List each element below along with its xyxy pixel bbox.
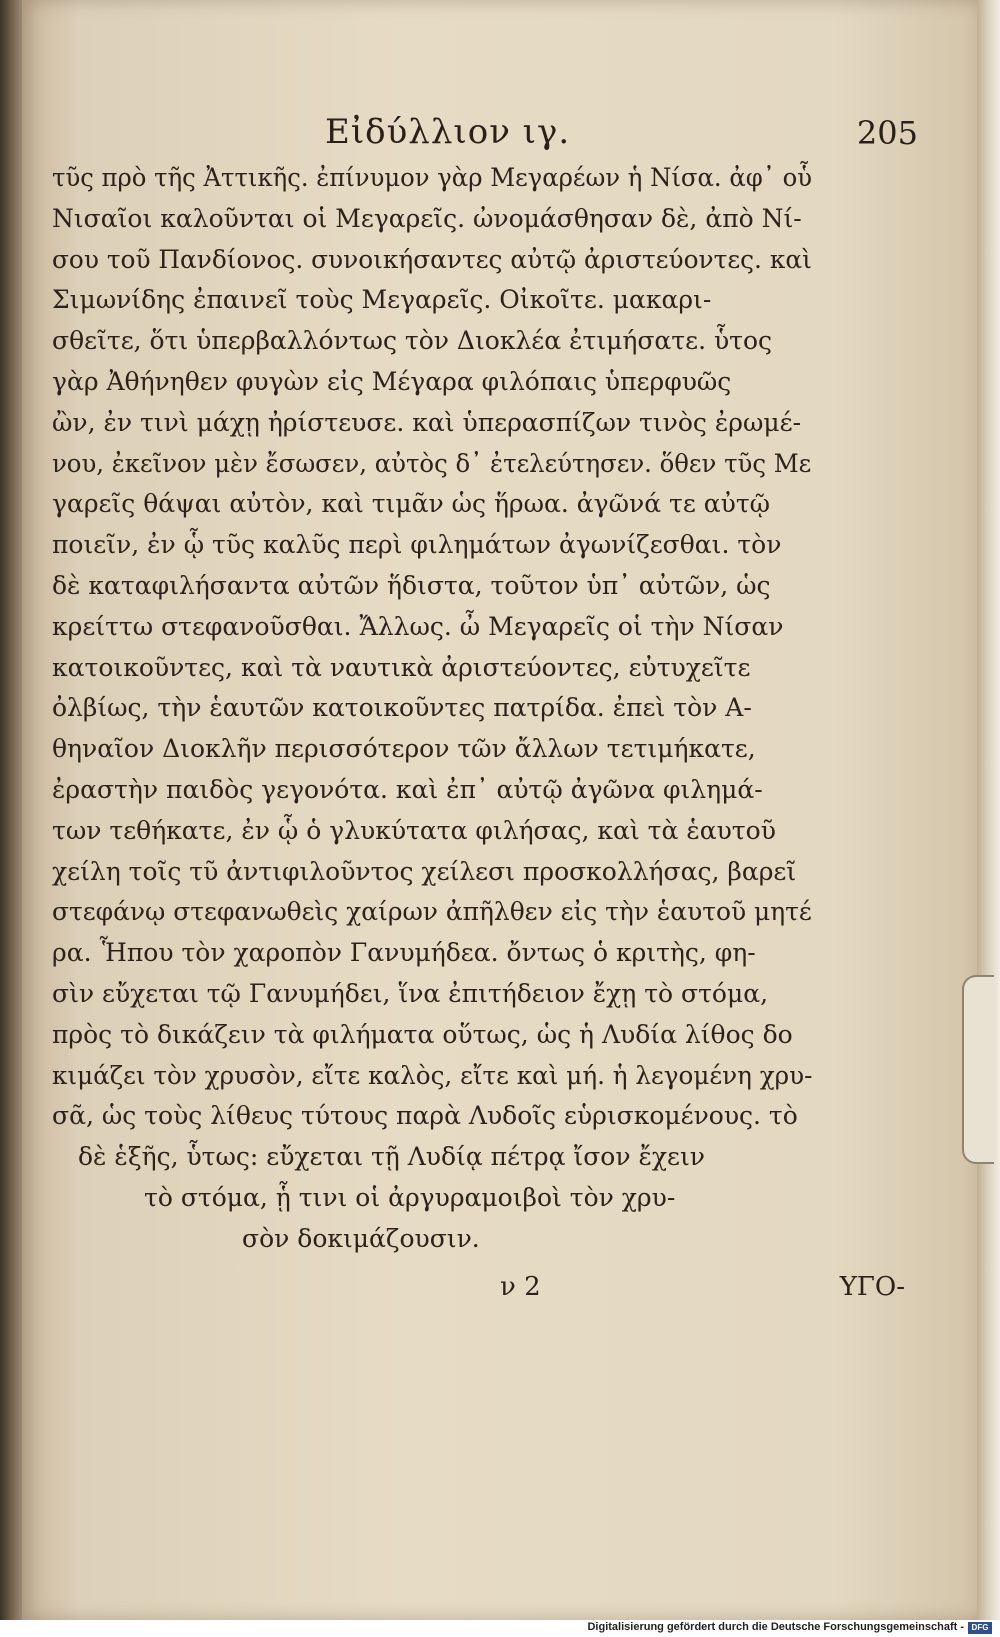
dfg-logo: DFG — [968, 1622, 992, 1634]
text-line: ὀλβίως, τὴν ἑαυτῶν κατοικοῦντες πατρίδα. ἐπεὶ τὸν Α- — [52, 693, 752, 723]
text-line: στεφάνῳ στεφανωθεὶς χαίρων ἀπῆλθεν εἰς τὴν ἑαυτοῦ μητέ — [52, 897, 812, 927]
text-line: δὲ καταφιλήσαντα αὐτῶν ἥδιστα, τοῦτον ὑπ᾽ αὐτῶν, ὡς — [52, 570, 771, 600]
text-line: σθεῖτε, ὅτι ὑπερβαλλόντως τὸν Διοκλέα ἐτιμήσατε. ὗτος — [52, 326, 773, 356]
text-line: Νισαῖοι καλοῦνται οἱ Μεγαρεῖς. ὠνομάσθησαν δὲ, ἀπὸ Νί- — [52, 203, 802, 233]
text-line: σου τοῦ Πανδίονος. συνοικήσαντες αὐτῷ ἀριστεύοντες. καὶ — [52, 244, 812, 274]
signature-mark: ν 2 — [500, 1272, 541, 1302]
text-line: τὸ στόμα, ᾗ τινι οἱ ἀργυραμοιβοὶ τὸν χρυ- — [144, 1182, 676, 1212]
text-line: θηναῖον Διοκλῆν περισσότερον τῶν ἄλλων τετιμήκατε, — [52, 734, 756, 764]
text-line: χείλη τοῖς τῦ ἀντιφιλοῦντος χείλεσι προσκολλήσας, βαρεῖ — [52, 856, 797, 886]
text-line: γαρεῖς θάψαι αὐτὸν, καὶ τιμᾶν ὡς ἥρωα. ἀγῶνά τε αὐτῷ — [52, 489, 771, 519]
text-line: σᾶ, ὡς τοὺς λίθευς τύτους παρὰ Λυδοῖς εὑρισκομένους. τὸ — [52, 1101, 798, 1131]
header-title: Εἰδύλλιον ιγ. — [325, 112, 571, 152]
page-number: 205 — [856, 114, 918, 152]
text-line: ὢν, ἐν τινὶ μάχῃ ἠρίστευσε. καὶ ὑπερασπίζων τινὸς ἐρωμέ- — [52, 407, 802, 437]
text-line: ρα. Ἧπου τὸν χαροπὸν Γανυμήδεα. ὄντως ὁ κριτὴς, φη- — [52, 938, 756, 968]
text-line: ἐραστὴν παιδὸς γεγονότα. καὶ ἐπ᾽ αὐτῷ ἀγῶνα φιλημά- — [52, 774, 763, 804]
text-line: σὸν δοκιμάζουσιν. — [242, 1223, 480, 1253]
text-line: σὶν εὔχεται τῷ Γανυμήδει, ἵνα ἐπιτήδειον ἔχῃ τὸ στόμα, — [52, 978, 769, 1008]
text-line: γὰρ Ἀθήνηθεν φυγὼν εἰς Μέγαρα φιλόπαις ὑπερφυῶς — [52, 366, 732, 396]
text-line: ποιεῖν, ἐν ᾧ τῦς καλῦς περὶ φιλημάτων ἀγωνίζεσθαι. τὸν — [52, 530, 782, 560]
page-footer — [500, 1272, 920, 1312]
credit-text: Digitalisierung gefördert durch die Deutsche Forschungsgemeinschaft - — [587, 1621, 964, 1633]
page-tab — [962, 975, 994, 1164]
text-line: κατοικοῦντες, καὶ τὰ ναυτικὰ ἀριστεύοντες, εὐτυχεῖτε — [52, 652, 751, 682]
catchword: ΥΓΟ- — [839, 1272, 905, 1302]
text-line: νου, ἐκεῖνον μὲν ἔσωσεν, αὐτὸς δ᾽ ἐτελεύτησεν. ὅθεν τῦς Με — [52, 448, 812, 478]
body-text — [52, 158, 812, 1260]
credit-bar — [0, 1620, 1000, 1637]
running-header — [40, 112, 940, 162]
text-line: κιμάζει τὸν χρυσὸν, εἴτε καλὸς, εἴτε καὶ μή. ἡ λεγομένη χρυ- — [52, 1060, 813, 1090]
text-line: των τεθήκατε, ἐν ᾧ ὁ γλυκύτατα φιλήσας, καὶ τὰ ἑαυτοῦ — [52, 815, 776, 845]
page-edge — [977, 0, 1000, 1620]
text-line: Σιμωνίδης ἐπαινεῖ τοὺς Μεγαρεῖς. Οἰκοῖτε. μακαρι- — [52, 285, 712, 315]
text-line: δὲ ἑξῆς, ὗτως: εὔχεται τῇ Λυδίᾳ πέτρᾳ ἴσον ἔχειν — [78, 1142, 705, 1172]
book-binding — [0, 0, 22, 1620]
text-line: πρὸς τὸ δικάζειν τὰ φιλήματα οὕτως, ὡς ἡ Λυδία λίθος δο — [52, 1019, 793, 1049]
text-line: κρείττω στεφανοῦσθαι. Ἄλλως. ὦ Μεγαρεῖς οἱ τὴν Νίσαν — [52, 611, 784, 641]
text-line: τῦς πρὸ τῆς Ἀττικῆς. ἐπίνυμον γὰρ Μεγαρέων ἡ Νίσα. ἀφ᾽ οὗ — [52, 163, 813, 192]
